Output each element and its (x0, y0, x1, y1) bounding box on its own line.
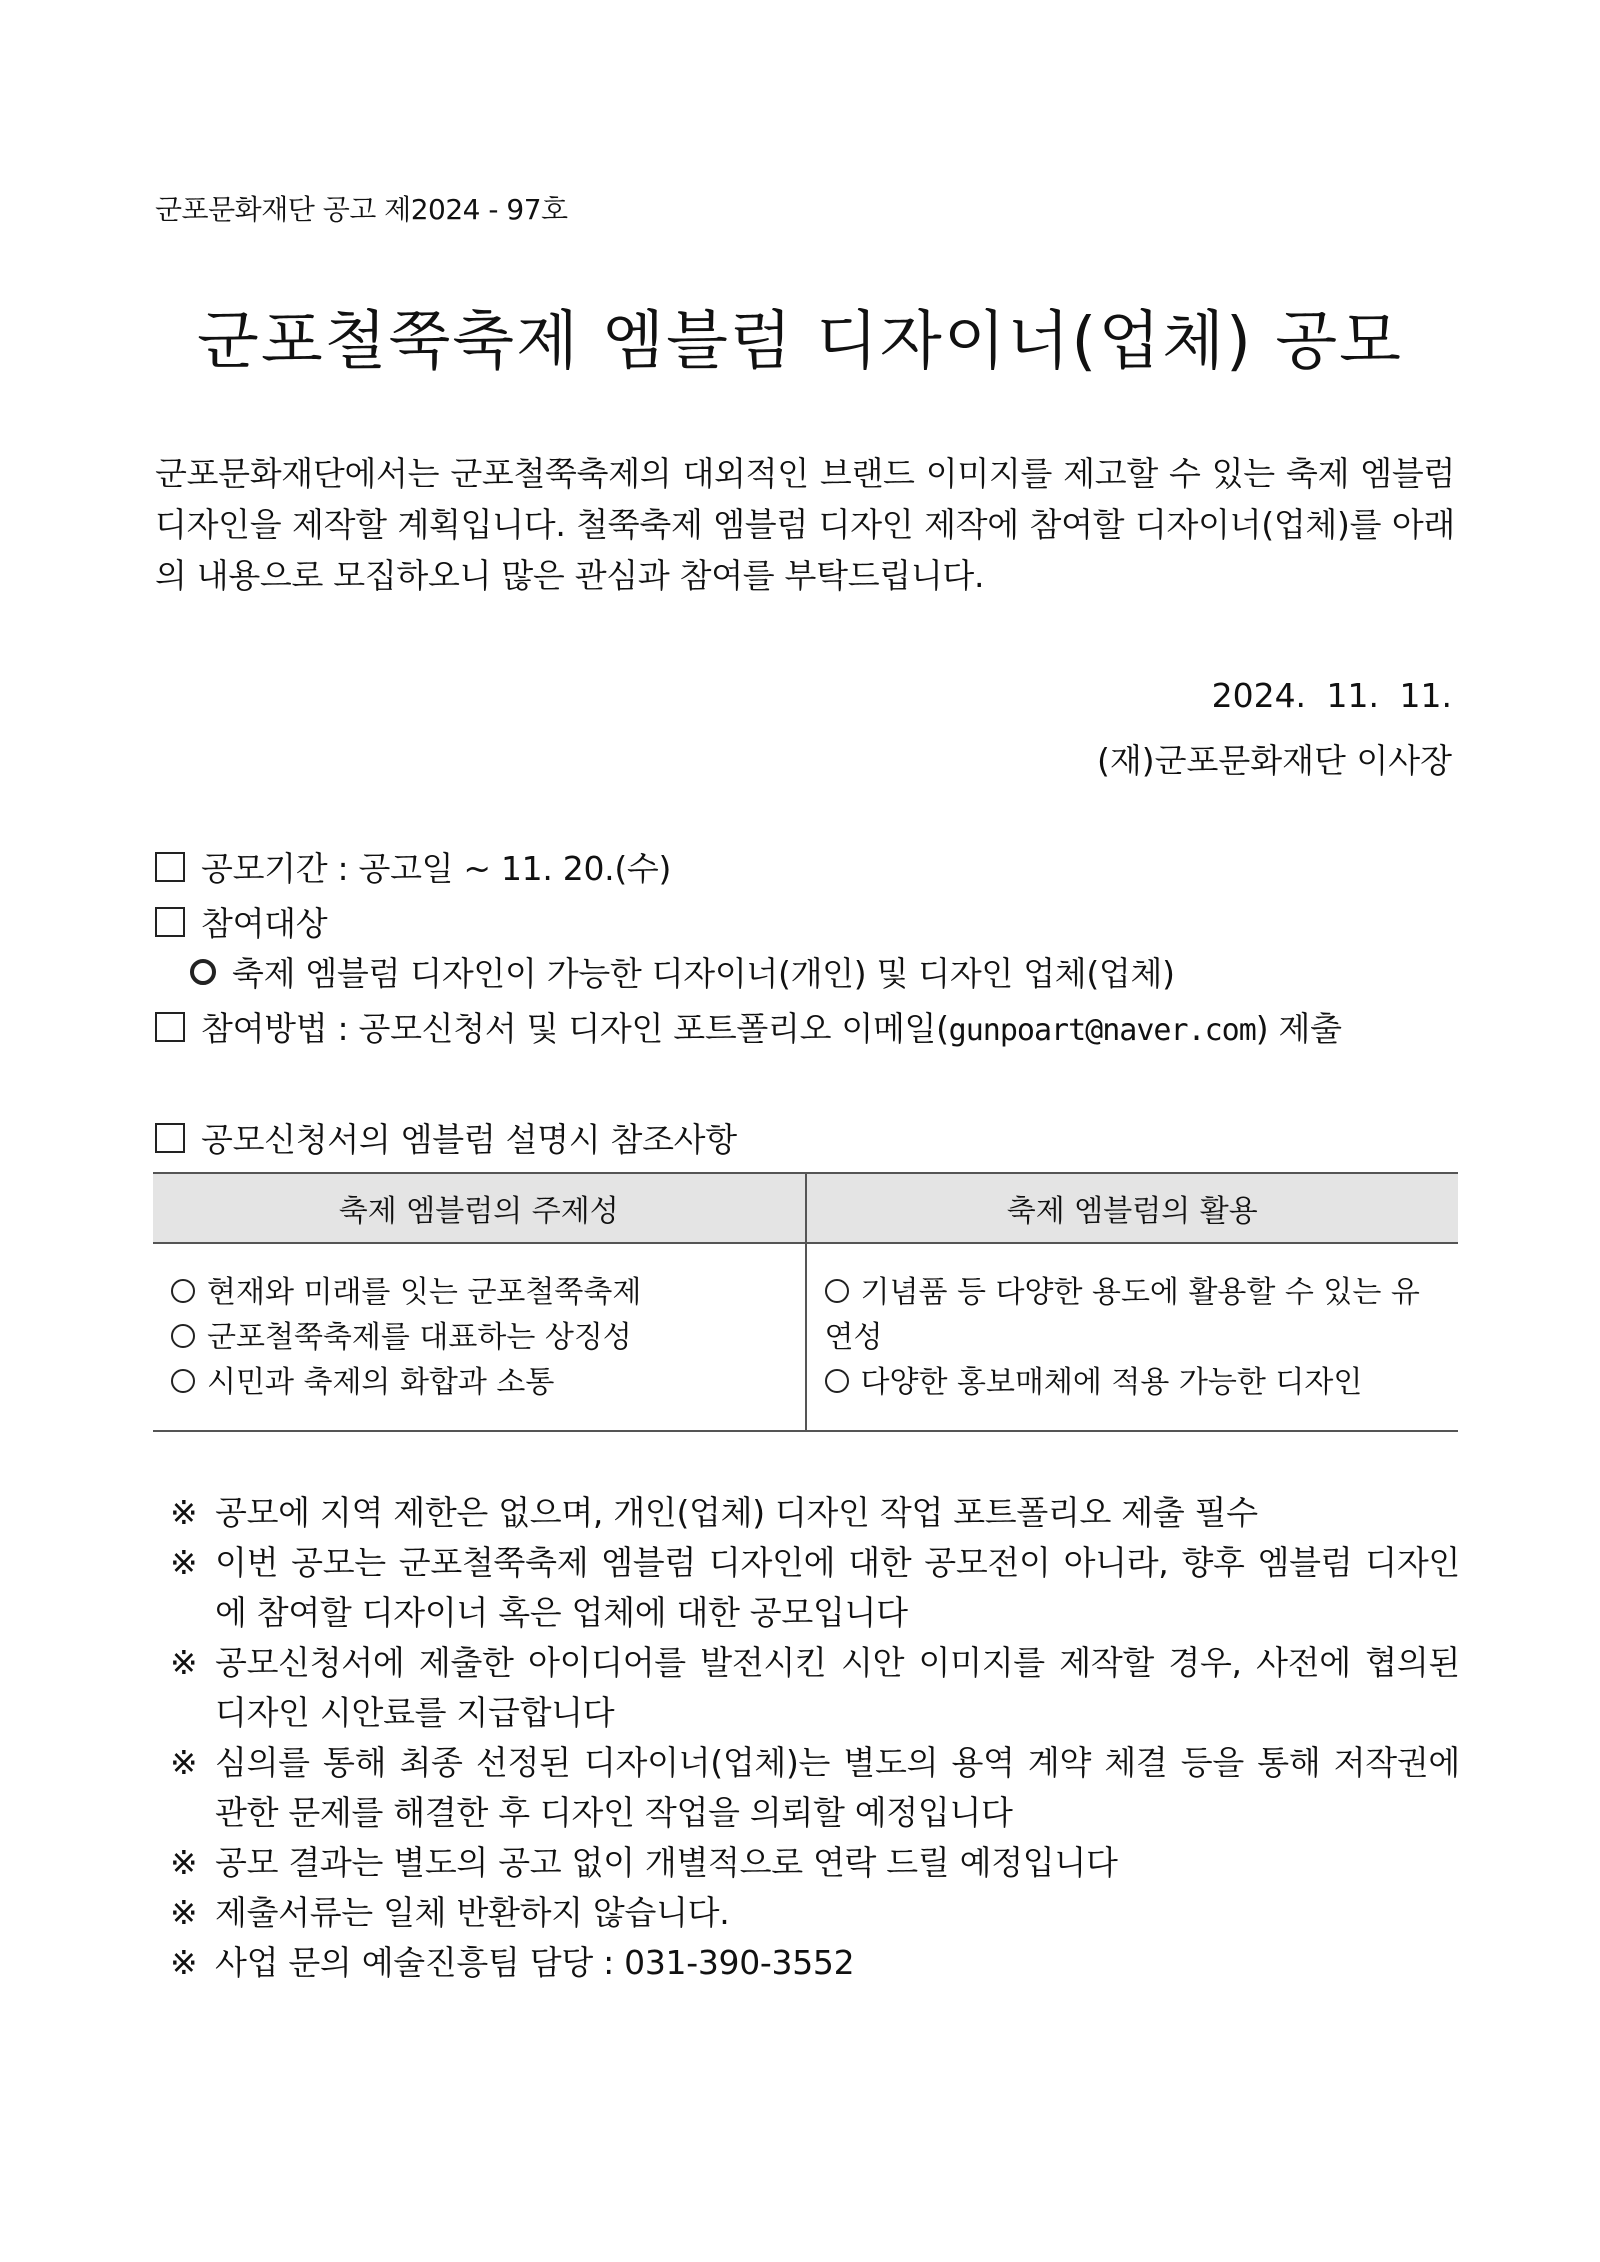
reference-heading-text: 공모신청서의 엠블럼 설명시 참조사항 (201, 1120, 737, 1159)
note-item: ※ 공모신청서에 제출한 아이디어를 발전시킨 시안 이미지를 제작할 경우, 사전에 협의된 디자인 시안료를 지급합니다 (170, 1638, 1460, 1738)
reference-mark-icon: ※ (170, 1943, 198, 1982)
reference-mark-icon: ※ (170, 1643, 198, 1682)
checkbox-square-icon (155, 852, 185, 882)
reference-mark-icon: ※ (170, 1893, 198, 1932)
page-title: 군포철쭉축제 엠블럼 디자이너(업체) 공모 (197, 305, 1403, 379)
table-cell-usage (806, 1243, 1459, 1431)
target-heading-text: 참여대상 (201, 904, 328, 943)
note-item: ※ 제출서류는 일체 반환하지 않습니다. (170, 1888, 1460, 1938)
bullet-circle-icon (190, 959, 216, 985)
method-line (155, 1003, 1342, 1050)
issuer: (재)군포문화재단 이사장 (1096, 741, 1452, 780)
reference-mark-icon: ※ (170, 1843, 198, 1882)
notice-date: 2024. 11. 11. (1211, 676, 1452, 715)
period-line (155, 843, 671, 890)
table-header-usage: 축제 엠블럼의 활용 (806, 1173, 1459, 1243)
note-item: ※ 공모 결과는 별도의 공고 없이 개별적으로 연락 드릴 예정입니다 (170, 1838, 1460, 1888)
checkbox-square-icon (155, 1012, 185, 1042)
circle-bullet-icon (171, 1279, 195, 1303)
list-item: 시민과 축제의 화합과 소통 (171, 1360, 787, 1405)
note-item: ※ 이번 공모는 군포철쭉축제 엠블럼 디자인에 대한 공모전이 아니라, 향후 엠블럼 디자인에 참여할 디자이너 혹은 업체에 대한 공모입니다 (170, 1538, 1460, 1638)
method-prefix: 참여방법 : 공모신청서 및 디자인 포트폴리오 이메일( (201, 1009, 949, 1048)
list-item: 다양한 홍보매체에 적용 가능한 디자인 (825, 1360, 1441, 1405)
checkbox-square-icon (155, 907, 185, 937)
notice-number: 군포문화재단 공고 제2024 - 97호 (155, 193, 568, 226)
target-item-text: 축제 엠블럼 디자인이 가능한 디자이너(개인) 및 디자인 업체(업체) (232, 954, 1175, 993)
reference-mark-icon: ※ (170, 1743, 198, 1782)
table-cell-theme (153, 1243, 806, 1431)
circle-bullet-icon (171, 1324, 195, 1348)
intro-paragraph (155, 448, 1455, 601)
method-suffix: ) 제출 (1255, 1009, 1342, 1048)
circle-bullet-icon (825, 1369, 849, 1393)
notes-list (170, 1488, 1460, 1988)
note-item: ※ 공모에 지역 제한은 없으며, 개인(업체) 디자인 작업 포트폴리오 제출 필수 (170, 1488, 1460, 1538)
target-item-line (190, 948, 1175, 995)
intro-text: 군포문화재단에서는 군포철쭉축제의 대외적인 브랜드 이미지를 제고할 수 있는 축제 엠블럼 디자인을 제작할 계획입니다. 철쭉축제 엠블럼 디자인 제작에 참여할 디자이너(업체)를 아래의 내용으로 모집하오니 많은 관심과 참여를 부탁드립니다. (155, 454, 1456, 595)
list-item: 군포철쭉축제를 대표하는 상징성 (171, 1315, 787, 1360)
reference-mark-icon: ※ (170, 1493, 198, 1532)
checkbox-square-icon (155, 1123, 185, 1153)
target-heading-line (155, 898, 327, 945)
table-header-theme: 축제 엠블럼의 주제성 (153, 1173, 806, 1243)
reference-heading-line (155, 1114, 737, 1161)
reference-table (153, 1172, 1458, 1432)
note-item: ※ 심의를 통해 최종 선정된 디자이너(업체)는 별도의 용역 계약 체결 등을 통해 저작권에 관한 문제를 해결한 후 디자인 작업을 의뢰할 예정입니다 (170, 1738, 1460, 1838)
list-item: 현재와 미래를 잇는 군포철쭉축제 (171, 1270, 787, 1315)
reference-mark-icon: ※ (170, 1543, 198, 1582)
circle-bullet-icon (825, 1279, 849, 1303)
list-item: 기념품 등 다양한 용도에 활용할 수 있는 유연성 (824, 1274, 1420, 1355)
period-text: 공모기간 : 공고일 ~ 11. 20.(수) (201, 849, 672, 888)
note-item: ※ 사업 문의 예술진흥팀 담당 : 031-390-3552 (170, 1938, 1460, 1988)
circle-bullet-icon (171, 1369, 195, 1393)
email-link[interactable]: gunpoart@naver.com (948, 1013, 1256, 1048)
